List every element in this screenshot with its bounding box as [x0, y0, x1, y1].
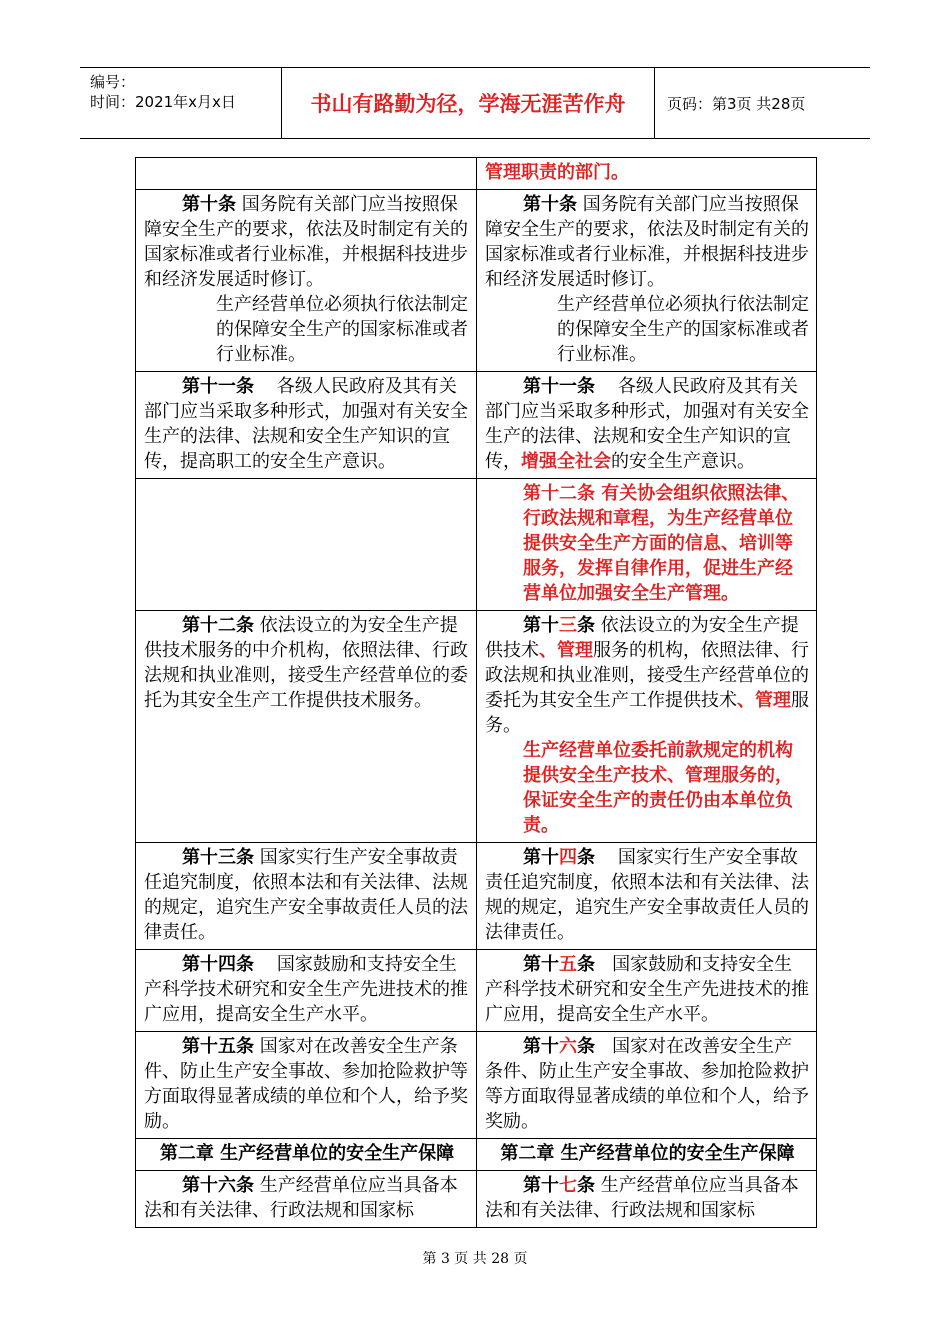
- cell-new: [477, 190, 817, 372]
- article-text: 国家鼓励和支持安全生产科学技术研究和安全生产先进技术的推广应用，提高安全生产水平。: [144, 954, 468, 1025]
- table-row: [136, 190, 817, 372]
- comparison-table: [135, 157, 817, 1228]
- cell-text: 管理职责的部门。: [485, 162, 629, 183]
- article-text: 国家鼓励和支持安全生产科学技术研究和安全生产先进技术的推广应用，提高安全生产水平。: [485, 954, 809, 1025]
- header-motto: 书山有路勤为径，学海无涯苦作舟: [282, 68, 655, 138]
- cell-new: [477, 1032, 817, 1139]
- page-header: [80, 67, 870, 139]
- cell-old: [136, 950, 477, 1032]
- cell-new: [477, 950, 817, 1032]
- article-text: 国家对在改善安全生产条件、防止生产安全事故、参加抢险救护等方面取得显著成绩的单位和个人，给予奖励。: [485, 1036, 809, 1132]
- article-number: [523, 1036, 595, 1057]
- cell-new: [477, 1171, 817, 1228]
- article-text: 国务院有关部门应当按照保障安全生产的要求，依法及时制定有关的国家标准或者行业标准，并根据科技进步和经济发展适时修订。: [485, 194, 809, 290]
- cell-old: [136, 372, 477, 479]
- cell-old: [136, 158, 477, 190]
- article-number-changed: 三: [559, 615, 577, 636]
- article-number: [523, 847, 595, 868]
- header-meta: [80, 68, 282, 138]
- cell-new: [477, 372, 817, 479]
- chapter-heading: 第二章 生产经营单位的安全生产保障: [136, 1139, 477, 1171]
- article-number-changed: 七: [559, 1175, 577, 1196]
- article-number-part: 条: [577, 847, 595, 868]
- page-footer: 第 3 页 共 28 页: [422, 1251, 528, 1267]
- table-row: [136, 372, 817, 479]
- article-number-part: 第十: [523, 1175, 559, 1196]
- article-number-changed: 四: [559, 847, 577, 868]
- chapter-heading: 第二章 生产经营单位的安全生产保障: [477, 1139, 817, 1171]
- article-number: [523, 615, 595, 636]
- article-text: 各级人民政府及其有关部门应当采取多种形式，加强对有关安全生产的法律、法规和安全生产知识的宣传，提高职工的安全生产意识。: [144, 376, 468, 472]
- article-number-part: 条: [577, 1175, 595, 1196]
- number-label: 编号：: [90, 73, 136, 91]
- time-label: 时间：2021年x月x日: [90, 93, 236, 111]
- article-number: 第十条: [182, 194, 236, 215]
- cell-new: [477, 479, 817, 611]
- article-text: 国家对在改善安全生产条件、防止生产安全事故、参加抢险救护等方面取得显著成绩的单位和个人，给予奖励。: [144, 1036, 468, 1132]
- table-row: [136, 950, 817, 1032]
- article-number-part: 条: [577, 615, 595, 636]
- article-number-part: 条: [577, 1036, 595, 1057]
- article-number-changed: 六: [559, 1036, 577, 1057]
- article-number: 第十六条: [182, 1175, 254, 1196]
- header-page-info: 页码：第3页 共28页: [667, 94, 806, 113]
- table-row: [136, 611, 817, 843]
- article-text: 服务的机构，依照法律、行政法规和执业准则，接受生产经营单位的委托为其安全生产工作提供技术: [485, 640, 809, 711]
- article-text: 依法设立的为安全生产提供技术: [485, 615, 799, 661]
- article-text: 服务。: [485, 690, 809, 736]
- article-number-changed: 五: [559, 954, 577, 975]
- cell-old: [136, 611, 477, 843]
- cell-old: [136, 479, 477, 611]
- article-number-part: 第十: [523, 954, 559, 975]
- article-text: 国家实行生产安全事故责任追究制度，依照本法和有关法律、法规的规定，追究生产安全事故责任人员的法律责任。: [144, 847, 468, 943]
- amended-text: 增强全社会: [521, 451, 611, 472]
- cell-old: [136, 1032, 477, 1139]
- article-text: 生产经营单位应当具备本法和有关法律、行政法规和国家标: [485, 1175, 799, 1221]
- article-number: [523, 954, 595, 975]
- cell-new: [477, 611, 817, 843]
- article-text: 国务院有关部门应当按照保障安全生产的要求，依法及时制定有关的国家标准或者行业标准，并根据科技进步和经济发展适时修订。: [144, 194, 468, 290]
- amended-text: 、管理: [737, 690, 791, 711]
- cell-old: [136, 190, 477, 372]
- amended-text: 、管理: [539, 640, 593, 661]
- table-row: [136, 479, 817, 611]
- table-row: [136, 158, 817, 190]
- article-text: 生产经营单位应当具备本法和有关法律、行政法规和国家标: [144, 1175, 458, 1221]
- article-number: 第十二条: [182, 615, 254, 636]
- article-number: 第十条: [523, 194, 577, 215]
- cell-new: [477, 158, 817, 190]
- table-row: [136, 1139, 817, 1171]
- article-paragraph: 生产经营单位必须执行依法制定的保障安全生产的国家标准或者行业标准。: [216, 294, 468, 365]
- added-paragraph: 生产经营单位委托前款规定的机构提供安全生产技术、管理服务的，保证安全生产的责任仍由本单位负责。: [523, 740, 793, 836]
- article-number: 第十一条: [523, 376, 595, 397]
- table-row: [136, 843, 817, 950]
- article-text: 的安全生产意识。: [611, 451, 755, 472]
- added-article: 第十二条 有关协会组织依照法律、行政法规和章程，为生产经营单位提供安全生产方面的信息、培训等服务，发挥自律作用，促进生产经营单位加强安全生产管理。: [523, 483, 800, 604]
- article-number: [523, 1175, 595, 1196]
- article-number-part: 第十: [523, 615, 559, 636]
- article-number: 第十三条: [182, 847, 254, 868]
- article-number-part: 第十: [523, 847, 559, 868]
- article-number-part: 条: [577, 954, 595, 975]
- article-number: 第十四条: [182, 954, 254, 975]
- article-number-part: 第十: [523, 1036, 559, 1057]
- article-paragraph: 生产经营单位必须执行依法制定的保障安全生产的国家标准或者行业标准。: [557, 294, 809, 365]
- article-number: 第十五条: [182, 1036, 254, 1057]
- table-row: [136, 1171, 817, 1228]
- cell-old: [136, 1171, 477, 1228]
- table-row: [136, 1032, 817, 1139]
- article-number: 第十一条: [182, 376, 254, 397]
- article-text: 国家实行生产安全事故责任追究制度，依照本法和有关法律、法规的规定，追究生产安全事故责任人员的法律责任。: [485, 847, 809, 943]
- article-text: 依法设立的为安全生产提供技术服务的中介机构，依照法律、行政法规和执业准则，接受生产经营单位的委托为其安全生产工作提供技术服务。: [144, 615, 468, 711]
- cell-old: [136, 843, 477, 950]
- cell-new: [477, 843, 817, 950]
- article-text: 各级人民政府及其有关部门应当采取多种形式，加强对有关安全生产的法律、法规和安全生产知识的宣传，: [485, 376, 809, 472]
